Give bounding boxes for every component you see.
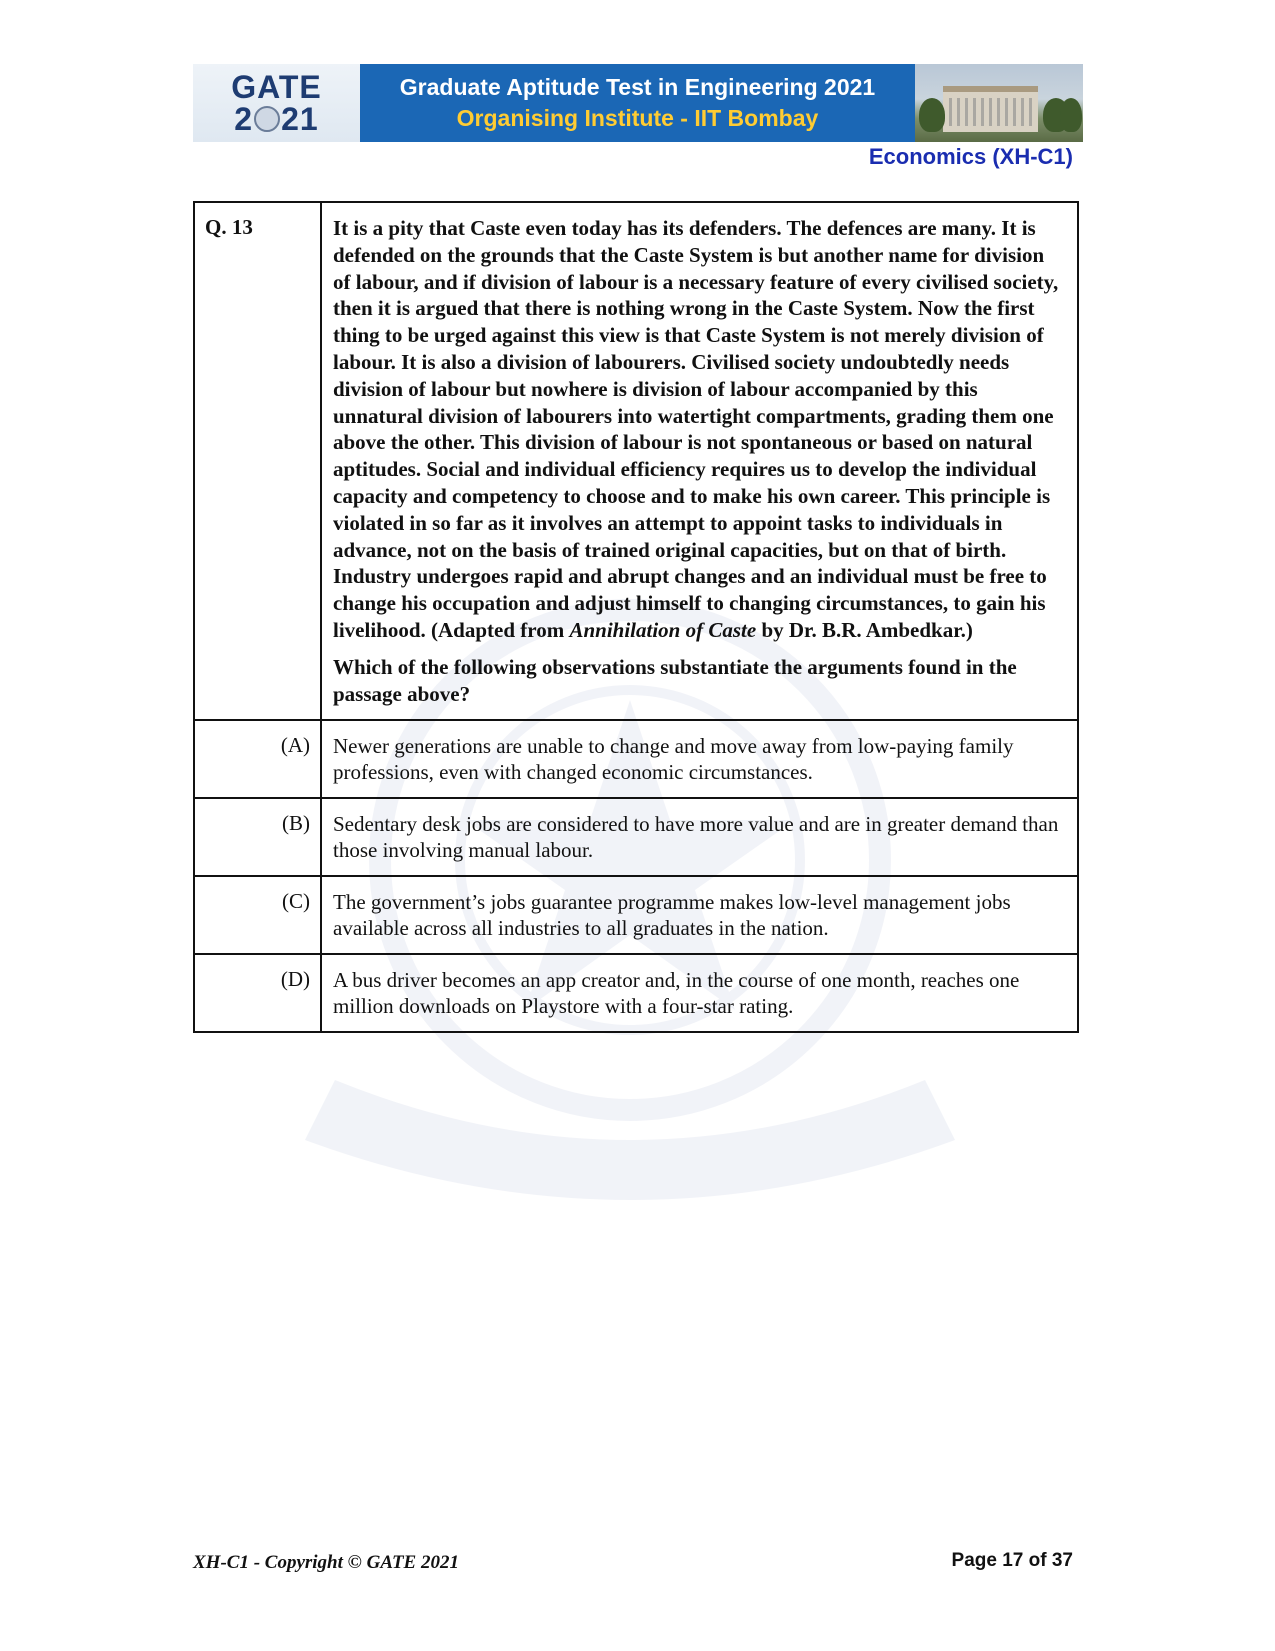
tree-shape xyxy=(1060,98,1082,132)
question-table xyxy=(193,201,1079,1033)
option-text: Newer generations are unable to change and move away from low-paying family professions, even with changed economic circumstances. xyxy=(321,720,1078,798)
logo-year xyxy=(234,103,318,135)
page-total: 37 xyxy=(1051,1550,1073,1571)
seal-icon xyxy=(254,106,280,132)
citation-tail: by Dr. B.R. Ambedkar.) xyxy=(756,617,973,642)
logo-year-left: 2 xyxy=(234,101,254,137)
question-row xyxy=(194,202,1078,720)
logo-year-right: 21 xyxy=(281,101,319,137)
option-text: Sedentary desk jobs are considered to have more value and are in greater demand than those involving manual labour. xyxy=(321,798,1078,876)
page-number xyxy=(952,1550,1073,1572)
copyright-notice: XH-C1 - Copyright © GATE 2021 xyxy=(193,1552,459,1573)
question-body xyxy=(321,202,1078,720)
tree-shape xyxy=(919,98,945,132)
gate-logo xyxy=(193,64,360,142)
subject-title: Economics (XH-C1) xyxy=(868,144,1073,169)
option-row xyxy=(194,876,1078,954)
option-label: (B) xyxy=(194,798,321,876)
option-text: A bus driver becomes an app creator and, in the course of one month, reaches one million downloads on Playstore with a four-star rating. xyxy=(321,954,1078,1032)
header-banner xyxy=(193,64,1083,142)
building-shape xyxy=(943,86,1038,132)
question-number: Q. 13 xyxy=(194,202,321,720)
page-prefix: Page xyxy=(951,1550,1003,1571)
page-mid: of xyxy=(1023,1550,1052,1571)
banner-title-block xyxy=(360,64,915,142)
option-row xyxy=(194,720,1078,798)
option-label: (C) xyxy=(194,876,321,954)
option-row xyxy=(194,954,1078,1032)
organising-institute: Organising Institute - IIT Bombay xyxy=(456,105,819,131)
citation-title: Annihilation of Caste xyxy=(569,617,757,642)
exam-title: Graduate Aptitude Test in Engineering 2021 xyxy=(399,74,876,100)
question-prompt: Which of the following observations substantiate the arguments found in the passage above? xyxy=(333,654,1017,706)
option-text: The government’s jobs guarantee programme makes low-level management jobs available across all industries to all graduates in the nation. xyxy=(321,876,1078,954)
option-label: (A) xyxy=(194,720,321,798)
passage-text xyxy=(333,215,1065,644)
option-row xyxy=(194,798,1078,876)
logo-word: GATE xyxy=(231,69,322,105)
passage-main: It is a pity that Caste even today has its defenders. The defences are many. It is defended on the grounds that the Caste System is but another name for division of labour, and if division of labour is a necessary feature of every civilised society, then it is argued that there is nothing wrong in the Caste System. Now the first thing to be urged against this view is that Caste System is not merely division of labour. It is also a division of labourers. Civilised society undoubtedly needs division of labour but nowhere is division of labour accompanied by this unnatural division of labourers into watertight compartments, grading them one above the other. This division of labour is not spontaneous or based on natural aptitudes. Social and individual efficiency requires us to develop the individual capacity and competency to choose and to make his own career. This principle is violated in so far as it involves an attempt to appoint tasks to individuals in advance, not on the basis of trained original capacities, but on that of birth. Industry undergoes rapid and abrupt changes and an individual must be free to change his occupation and adjust himself to changing circumstances, to gain his livelihood. (Adapted from xyxy=(333,216,1059,642)
option-label: (D) xyxy=(194,954,321,1032)
institute-building-photo xyxy=(915,64,1083,142)
page-current: 17 xyxy=(1002,1550,1024,1571)
